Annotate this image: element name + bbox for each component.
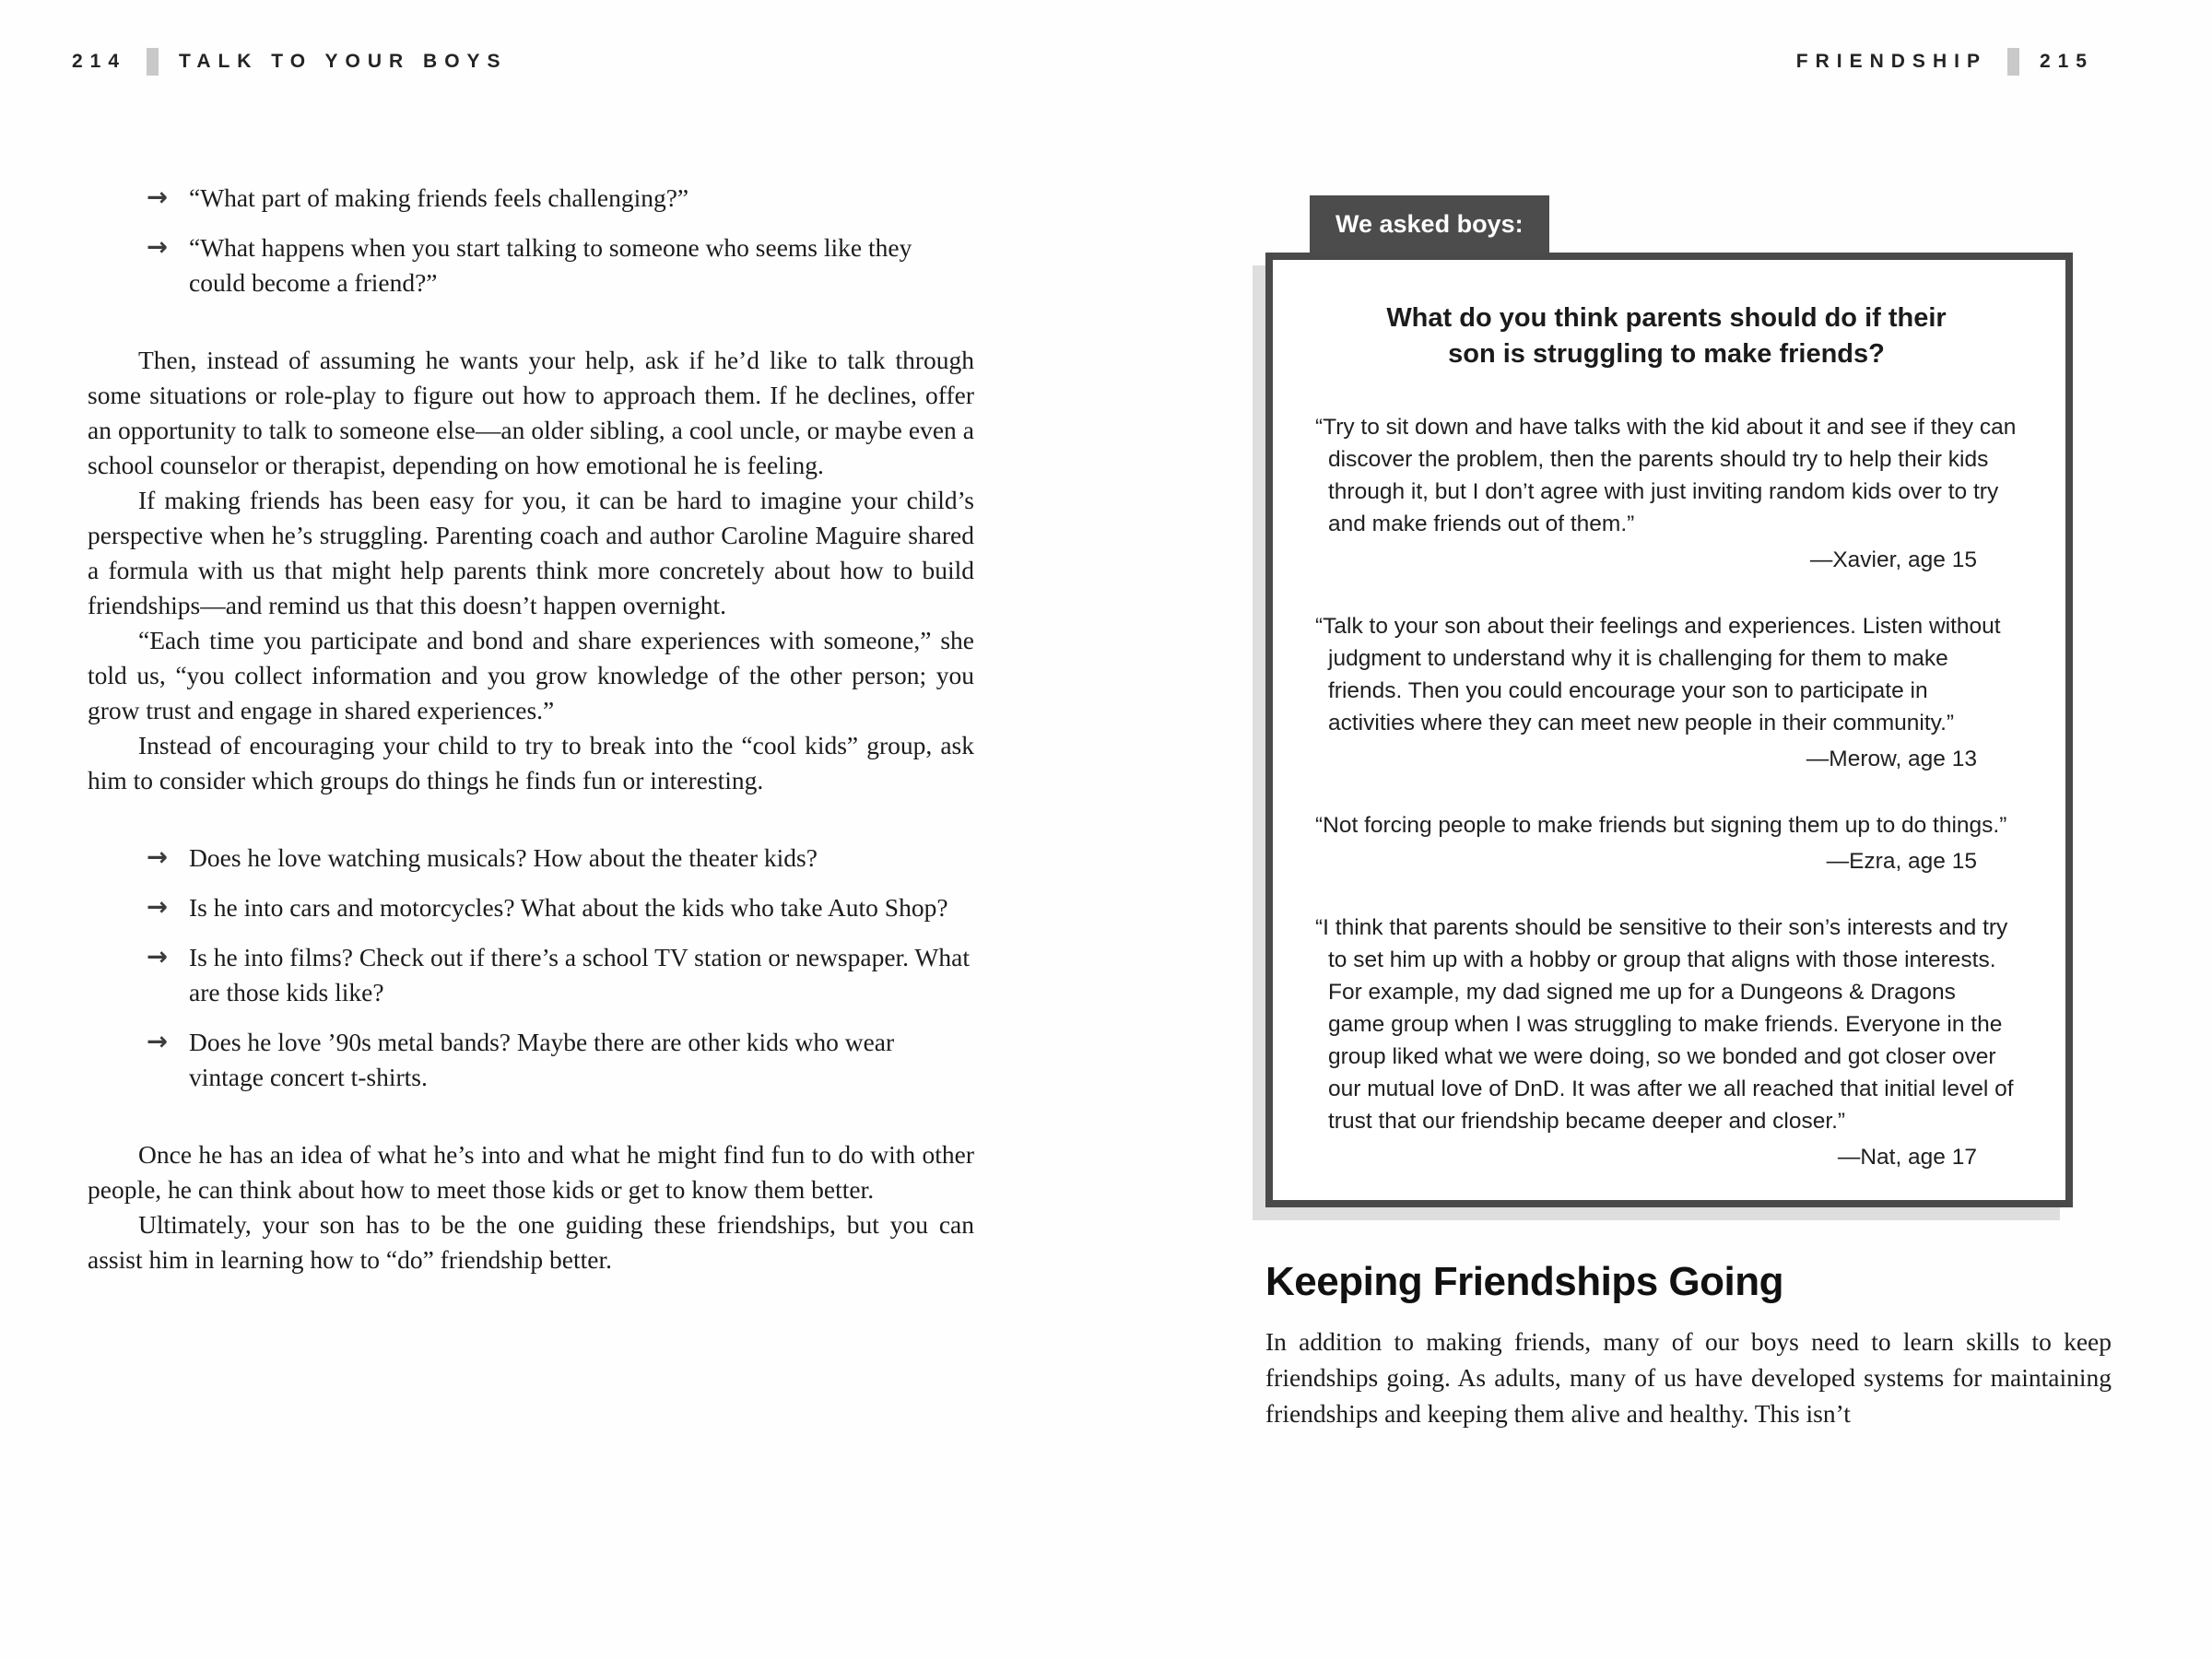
body-paragraph: If making friends has been easy for you, it can be hard to imagine your child’s perspective when he’s struggling. Parenting coach and author Caroline Maguire shared a formula with us that might help parents think more concretely about how to build friendships—and remind us that this doesn’t happen overnight. [88,486,974,619]
list-item [88,230,974,300]
we-asked-boys-callout [1265,195,2112,1207]
callout-tab-label: We asked boys: [1310,195,1549,253]
body-paragraph: Instead of encouraging your child to try to break into the “cool kids” group, ask him to consider which groups do things he finds fun or interesting. [88,731,974,794]
quote-block [1315,912,2018,1171]
quote-attribution: —Merow, age 13 [1806,747,1977,771]
list-item [88,890,974,925]
left-page-body [88,181,974,1277]
quote-text: “I think that parents should be sensitive to their son’s interests and try to set him up with a hobby or group that aligns with those interests. For example, my dad signed me up for a Dungeons & Dragons game group when I was struggling to make friends. Everyone in the group liked what we were doing, so we bonded and got closer over our mutual love of DnD. It was after we all reached that initial level of trust that our friendship became deeper and closer.” [1315,915,2014,1134]
arrow-bullet-icon: → [147,892,169,922]
question-bullet-list [88,181,974,300]
left-running-head [72,48,508,76]
list-item [88,181,974,216]
bullet-text: Does he love watching musicals? How about the theater kids? [189,843,818,872]
quote-block [1315,411,2018,573]
arrow-bullet-icon: → [147,232,169,262]
section-paragraph: In addition to making friends, many of our boys need to learn skills to keep friendships going. As adults, many of us have developed systems for maintaining friendships and keeping them alive and healthy. This isn’t [1265,1327,2112,1428]
list-item [88,1025,974,1095]
list-item [88,841,974,876]
right-running-title: FRIENDSHIP [1795,51,1987,72]
left-page-number: 214 [72,51,127,72]
body-paragraph: Then, instead of assuming he wants your help, ask if he’d like to talk through some situations or role-play to figure out how to approach them. If he declines, offer an opportunity to talk to someone else—an older sibling, a cool uncle, or maybe even a school counselor or therapist, depending on how emotional he is feeling. [88,346,974,479]
quote-text: “Talk to your son about their feelings and experiences. Listen without judgment to understand why it is challenging for them to make friends. Then you could encourage your son to participate in activities where they can meet new people in their community.” [1315,614,2001,735]
bullet-text: Does he love ’90s metal bands? Maybe there are other kids who wear vintage concert t-shirts. [189,1028,895,1091]
section-heading: Keeping Friendships Going [1265,1259,1783,1304]
body-paragraph: Once he has an idea of what he’s into and what he might find fun to do with other people, he can think about how to meet those kids or get to know them better. [88,1140,974,1204]
callout-question-title: What do you think parents should do if their son is struggling to make friends? [1386,303,1947,369]
quote-block [1315,809,2018,875]
quote-text: “Not forcing people to make friends but signing them up to do things.” [1315,813,2007,838]
quote-text: “Try to sit down and have talks with the kid about it and see if they can discover the problem, then the parents should try to help their kids through it, but I don’t agree with just inviting random kids over to try and make friends out of them.” [1315,415,2017,536]
bullet-text: Is he into films? Check out if there’s a school TV station or newspaper. What are those kids like? [189,943,970,1006]
interest-bullet-list [88,841,974,1095]
bullet-text: Is he into cars and motorcycles? What about the kids who take Auto Shop? [189,893,948,922]
quote-attribution: —Nat, age 17 [1837,1145,1977,1170]
body-paragraph: “Each time you participate and bond and share experiences with someone,” she told us, “you collect information and you grow knowledge of the other person; you grow trust and engage in shared experiences.” [88,626,974,724]
callout-box [1265,253,2073,1207]
bullet-text: “What happens when you start talking to someone who seems like they could become a friend?” [189,233,912,297]
header-divider-bar [147,48,159,76]
keeping-friendships-section [1265,1259,2112,1431]
arrow-bullet-icon: → [147,942,169,971]
quote-attribution: —Xavier, age 15 [1809,547,1977,572]
right-page-body [1265,195,2112,1431]
arrow-bullet-icon: → [147,842,169,872]
arrow-bullet-icon: → [147,182,169,212]
arrow-bullet-icon: → [147,1027,169,1056]
quote-block [1315,610,2018,772]
body-paragraph: Ultimately, your son has to be the one guiding these friendships, but you can assist him in learning how to “do” friendship better. [88,1210,974,1274]
right-page-number: 215 [2039,51,2094,72]
header-divider-bar [2007,48,2019,76]
right-running-head [1796,48,2094,76]
bullet-text: “What part of making friends feels challenging?” [189,183,689,212]
list-item [88,940,974,1010]
quote-attribution: —Ezra, age 15 [1826,849,1977,874]
left-running-title: TALK TO YOUR BOYS [179,51,508,72]
